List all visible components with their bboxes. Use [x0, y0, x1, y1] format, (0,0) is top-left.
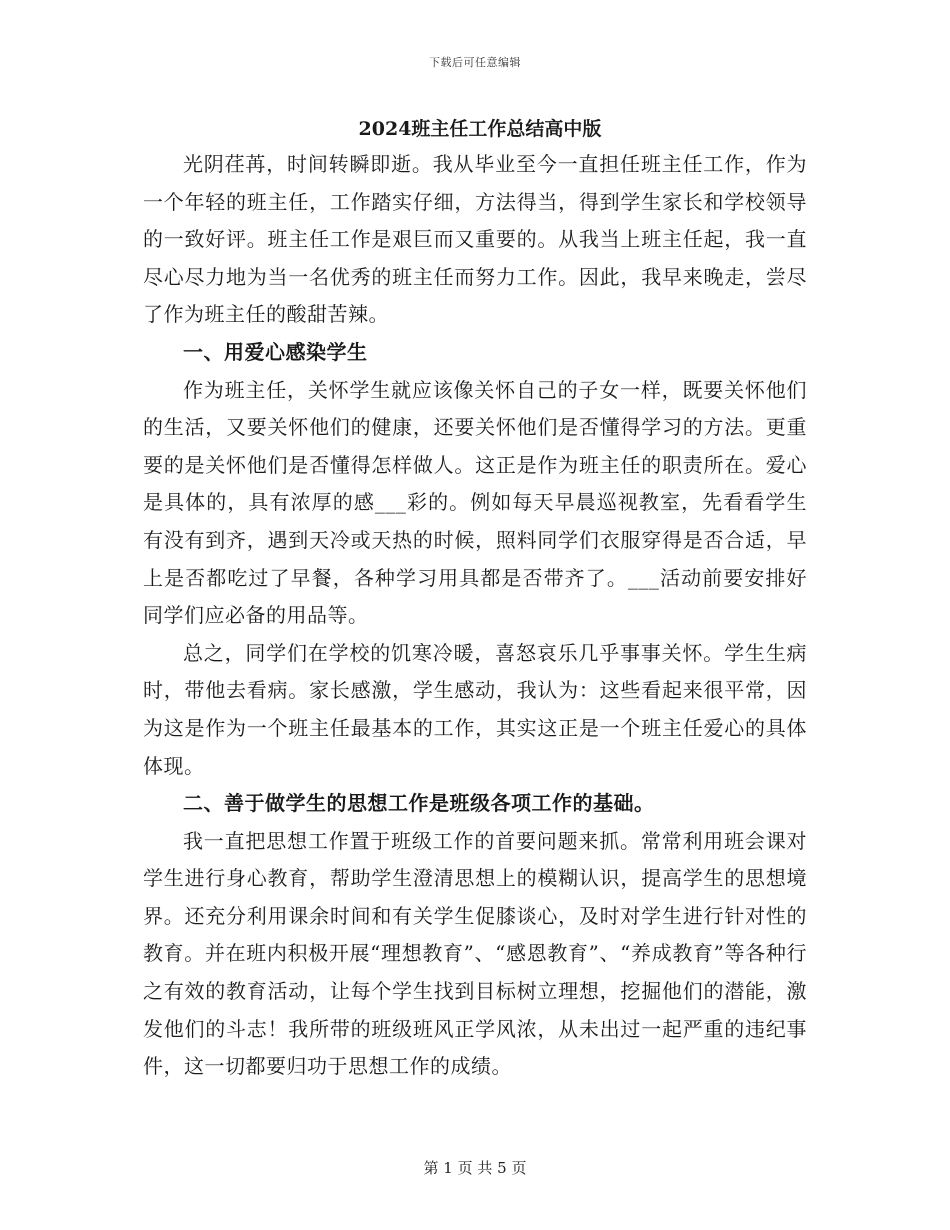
- paragraph-thought-work: 我一直把思想工作置于班级工作的首要问题来抓。常常利用班会课对学生进行身心教育，帮助学生澄清思想上的模糊认识，提高学生的思想境界。还充分利用课余时间和有关学生促膝谈心，及时对学生进行针对性的教育。并在班内积极开展“理想教育”、“感恩教育”、“养成教育”等各种行之有效的教育活动，让每个学生找到目标树立理想，挖掘他们的潜能，激发他们的斗志！我所带的班级班风正学风浓，从未出过一起严重的违纪事件，这一切都要归功于思想工作的成绩。: [143, 828, 807, 1079]
- section-heading-1: 一、用爱心感染学生: [183, 339, 368, 364]
- paragraph-summary: 总之，同学们在学校的饥寒冷暖，喜怒哀乐几乎事事关怀。学生生病时，带他去看病。家长感激，学生感动，我认为：这些看起来很平常，因为这是作为一个班主任最基本的工作，其实这正是一个班主任爱心的具体体现。: [143, 640, 807, 778]
- page-footer: 第 1 页 共 5 页: [423, 1159, 527, 1177]
- document-body: [143, 112, 807, 1086]
- paragraph-intro: 光阴荏苒，时间转瞬即逝。我从毕业至今一直担任班主任工作，作为一个年轻的班主任，工作踏实仔细，方法得当，得到学生家长和学校领导的一致好评。班主任工作是艰巨而又重要的。从我当上班主任起，我一直尽心尽力地为当一名优秀的班主任而努力工作。因此，我早来晚走，尝尽了作为班主任的酸甜苦辣。: [143, 152, 807, 327]
- document-title: 2024班主任工作总结高中版: [358, 118, 602, 140]
- section-heading-2: 二、善于做学生的思想工作是班级各项工作的基础。: [183, 791, 655, 816]
- header-note: 下载后可任意编辑: [429, 56, 521, 69]
- paragraph-love: 作为班主任，关怀学生就应该像关怀自己的子女一样，既要关怀他们的生活，又要关怀他们的健康，还要关怀他们是否懂得学习的方法。更重要的是关怀他们是否懂得怎样做人。这正是作为班主任的职责所在。爱心是具体的，具有浓厚的感___彩的。例如每天早晨巡视教室，先看看学生有没有到齐，遇到天冷或天热的时候，照料同学们衣服穿得是否合适，早上是否都吃过了早餐，各种学习用具都是否带齐了。___活动前要安排好同学们应必备的用品等。: [143, 377, 807, 628]
